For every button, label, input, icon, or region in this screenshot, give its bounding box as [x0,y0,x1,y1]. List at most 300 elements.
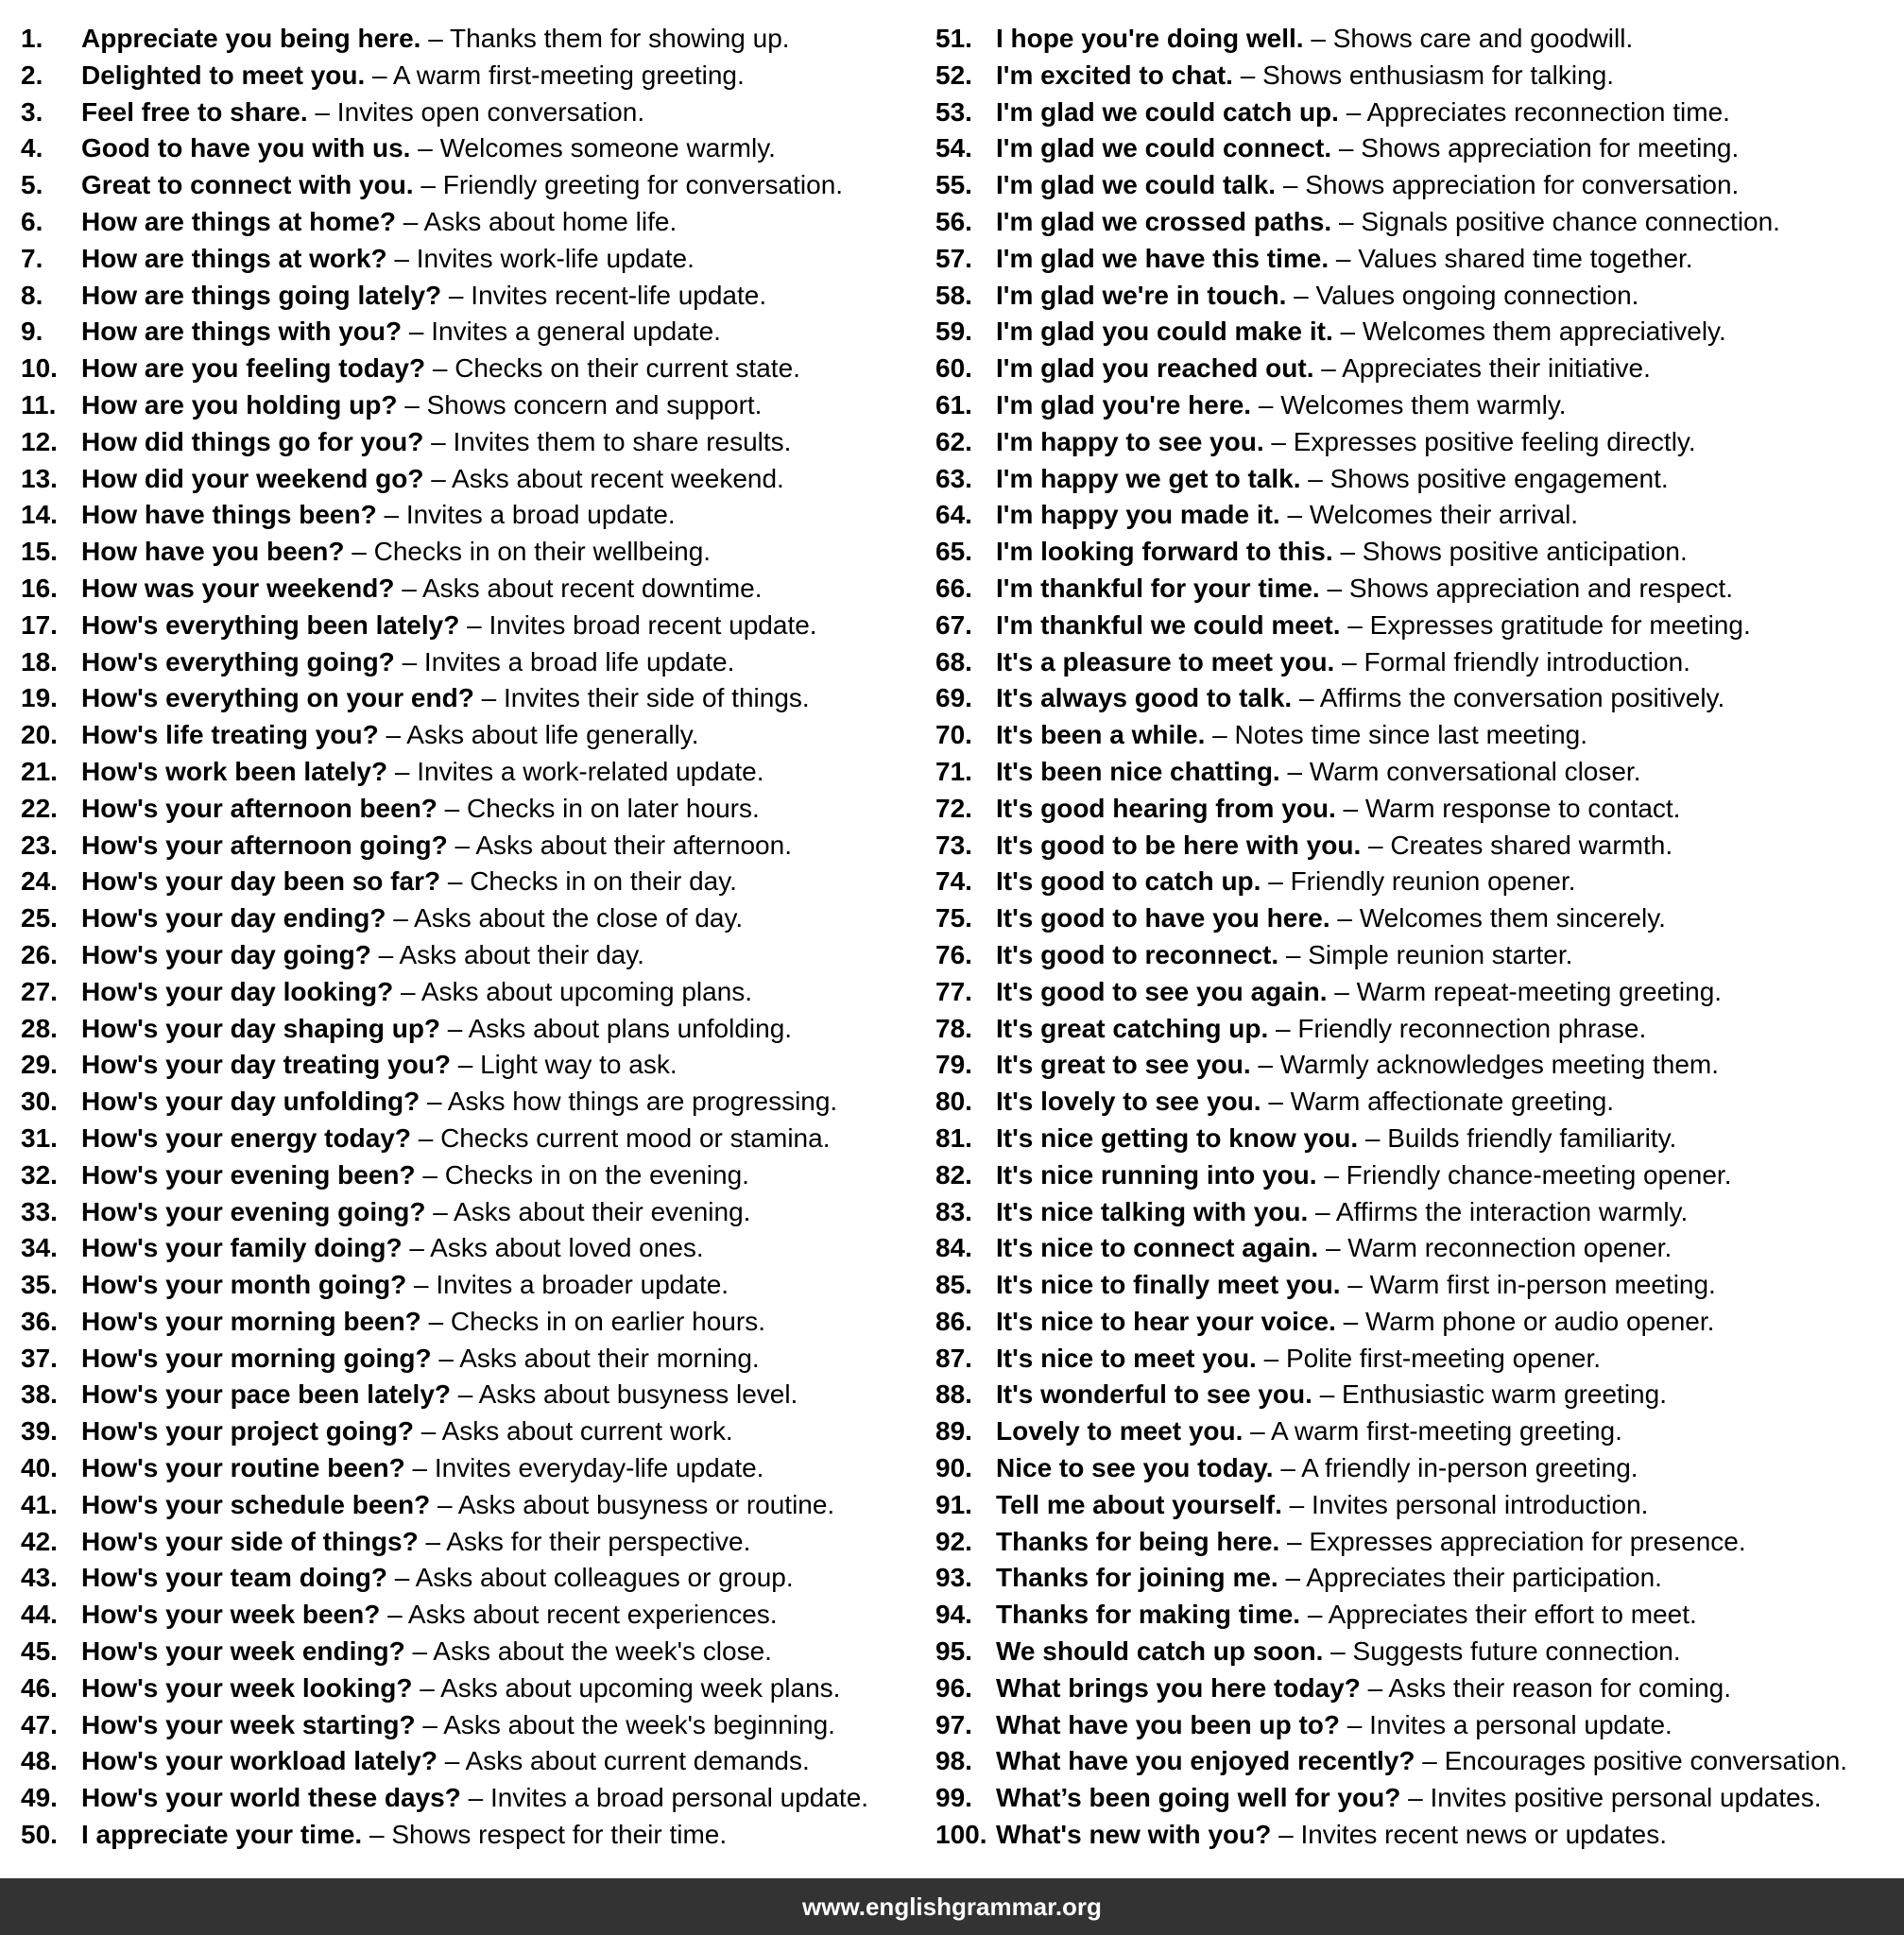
item-text [81,1267,729,1304]
item-description: – Invites broad recent update. [459,609,817,640]
item-phrase: How have you been? [81,537,345,567]
item-description: – Formal friendly introduction. [1334,646,1690,676]
list-item [935,1377,1899,1413]
item-number: 58. [935,280,972,310]
item-description: – Checks in on their day. [440,866,737,897]
item-text [81,130,776,167]
item-number: 93. [935,1563,972,1593]
item-description: – Shows concern and support. [397,389,763,420]
item-number: 44. [21,1600,58,1630]
item-text [996,644,1690,681]
item-text [81,828,792,865]
item-phrase: How's your evening going? [81,1196,426,1226]
item-number: 33. [21,1196,58,1226]
item-description: – Asks about busyness or routine. [430,1489,835,1519]
item-text [81,1634,772,1670]
item-description: – Asks about current demands. [437,1746,810,1776]
item-description: – A warm first-meeting greeting. [1243,1416,1622,1447]
item-number: 24. [21,866,58,897]
list-item [21,1487,935,1524]
list-item [935,680,1899,717]
item-number: 73. [935,830,972,860]
phrase-column-left [21,21,935,1854]
item-text [996,1011,1646,1048]
list-item [21,351,935,387]
item-text [81,21,790,58]
item-phrase: It's good to catch up. [996,866,1261,897]
item-text [81,1560,794,1597]
item-number: 43. [21,1563,58,1593]
list-item [935,864,1899,900]
item-description: – Encourages positive conversation. [1415,1746,1848,1776]
item-description: – Suggests future connection. [1323,1636,1681,1667]
item-phrase: It's lovely to see you. [996,1087,1261,1117]
item-number: 79. [935,1050,972,1080]
item-number: 18. [21,646,58,676]
item-number: 72. [935,793,972,823]
item-number: 91. [935,1489,972,1519]
item-text [996,1597,1697,1634]
item-phrase: Good to have you with us. [81,133,411,163]
item-phrase: What brings you here today? [996,1672,1361,1703]
item-phrase: How's your day unfolding? [81,1087,420,1117]
item-description: – Asks about upcoming week plans. [412,1672,841,1703]
footer-website: www.englishgrammar.org [802,1892,1102,1921]
item-number: 6. [21,206,43,236]
item-text [996,314,1726,351]
item-number: 20. [21,720,58,750]
item-number: 28. [21,1013,58,1043]
item-phrase: I'm happy to see you. [996,426,1264,456]
item-number: 32. [21,1159,58,1190]
item-number: 8. [21,280,43,310]
list-item [21,1780,935,1817]
list-item [21,644,935,681]
item-description: – Invites them to share results. [423,426,792,456]
item-phrase: How's your schedule been? [81,1489,431,1519]
item-phrase: How's your routine been? [81,1453,405,1483]
item-number: 3. [21,96,43,127]
item-text [81,1780,868,1817]
list-item [21,130,935,167]
list-item [21,534,935,571]
list-item [21,717,935,754]
list-item [935,937,1899,974]
list-item [935,58,1899,94]
item-text [996,21,1633,58]
item-description: – Builds friendly familiarity. [1358,1122,1677,1153]
item-phrase: It's been a while. [996,720,1206,750]
item-description: – Checks current mood or stamina. [410,1122,831,1153]
item-description: – Shows appreciation for conversation. [1276,170,1740,200]
item-text [996,241,1693,278]
item-text [996,1267,1716,1304]
item-phrase: How are things with you? [81,317,403,347]
item-phrase: Tell me about yourself. [996,1489,1282,1519]
item-phrase: Thanks for joining me. [996,1563,1278,1593]
item-text [996,974,1722,1011]
item-text [81,1524,750,1561]
item-phrase: How's your week been? [81,1600,381,1630]
item-phrase: How's your project going? [81,1416,414,1447]
list-item [21,1304,935,1341]
item-description: – Warm conversational closer. [1279,756,1641,786]
list-item [21,1597,935,1634]
item-text [81,278,766,315]
list-item [935,900,1899,937]
item-text [81,1450,763,1487]
item-description: – Asks about recent experiences. [380,1600,778,1630]
item-phrase: I'm glad you're here. [996,389,1252,420]
item-phrase: It's been nice chatting. [996,756,1280,786]
item-description: – Expresses positive feeling directly. [1263,426,1696,456]
list-item [21,571,935,608]
item-description: – Shows enthusiasm for talking. [1232,60,1615,90]
item-text [81,1597,778,1634]
item-number: 88. [935,1379,972,1410]
item-description: – Creates shared warmth. [1361,830,1673,860]
list-item [21,1011,935,1048]
list-item [21,241,935,278]
item-text [81,351,800,387]
item-phrase: What have you enjoyed recently? [996,1746,1415,1776]
item-description: – Affirms the interaction warmly. [1308,1196,1689,1226]
item-description: – Shows positive anticipation. [1332,537,1688,567]
item-number: 87. [935,1343,972,1373]
item-description: – Polite first-meeting opener. [1256,1343,1602,1373]
item-description: – Appreciates reconnection time. [1338,96,1730,127]
item-description: – Invites a broad personal update. [460,1783,869,1813]
item-text [996,1817,1667,1854]
item-number: 21. [21,756,58,786]
item-text [996,1304,1714,1341]
item-phrase: How's your pace been lately? [81,1379,452,1410]
list-item [935,608,1899,644]
item-description: – Asks about the close of day. [386,903,744,933]
list-item [935,424,1899,461]
list-item [935,1341,1899,1378]
list-item [935,314,1899,351]
list-item [935,241,1899,278]
item-number: 89. [935,1416,972,1447]
item-phrase: How's your day been so far? [81,866,441,897]
item-number: 68. [935,646,972,676]
item-phrase: How did your weekend go? [81,463,424,493]
item-phrase: Lovely to meet you. [996,1416,1244,1447]
list-item [21,937,935,974]
item-description: – Asks about the week's beginning. [415,1709,835,1739]
item-phrase: How are things at home? [81,206,396,236]
item-description: – Asks about the week's close. [404,1636,772,1667]
item-number: 50. [21,1820,58,1850]
item-number: 4. [21,133,43,163]
item-phrase: I hope you're doing well. [996,24,1304,53]
item-phrase: It's great catching up. [996,1013,1269,1043]
list-item [21,974,935,1011]
item-number: 98. [935,1746,972,1776]
item-description: – Expresses appreciation for presence. [1279,1526,1746,1556]
item-number: 23. [21,830,58,860]
item-description: – Asks about their morning. [431,1343,760,1373]
item-text [81,204,677,241]
list-item [21,58,935,94]
item-text [996,387,1567,424]
item-number: 5. [21,170,43,200]
item-phrase: I appreciate your time. [81,1820,363,1850]
item-description: – Shows respect for their time. [362,1820,728,1850]
list-item [21,387,935,424]
item-number: 74. [935,866,972,897]
phrase-column-right [935,21,1899,1854]
item-description: – Asks how things are progressing. [420,1087,838,1117]
item-text [996,351,1651,387]
list-item [21,1194,935,1231]
item-text [996,1413,1622,1450]
item-description: – Appreciates their effort to meet. [1300,1600,1697,1630]
item-number: 30. [21,1087,58,1117]
item-text [996,1047,1719,1084]
item-description: – Invites open conversation. [307,96,645,127]
item-description: – Invites personal introduction. [1281,1489,1649,1519]
list-item [935,1524,1899,1561]
item-phrase: Thanks for being here. [996,1526,1280,1556]
item-description: – Asks about colleagues or group. [387,1563,794,1593]
item-phrase: How's your side of things? [81,1526,419,1556]
item-phrase: How's your week ending? [81,1636,405,1667]
item-number: 2. [21,60,43,90]
item-text [81,314,721,351]
item-phrase: How's your day shaping up? [81,1013,441,1043]
list-item [21,1560,935,1597]
item-phrase: Great to connect with you. [81,170,414,200]
item-text [81,241,695,278]
item-phrase: How's your afternoon going? [81,830,448,860]
item-number: 14. [21,500,58,530]
item-number: 80. [935,1087,972,1117]
list-item [935,21,1899,58]
list-item [935,94,1899,131]
item-description: – Asks about recent weekend. [423,463,784,493]
item-description: – Warmly acknowledges meeting them. [1250,1050,1720,1080]
list-item [935,1817,1899,1854]
item-text [996,204,1780,241]
item-text [81,1194,750,1231]
item-text [996,937,1572,974]
item-description: – Friendly chance-meeting opener. [1316,1159,1732,1190]
item-text [81,864,737,900]
list-item [935,1780,1899,1817]
item-phrase: It's nice getting to know you. [996,1122,1359,1153]
item-text [996,1377,1667,1413]
item-phrase: How's your day looking? [81,976,394,1006]
item-number: 19. [21,683,58,713]
list-item [21,680,935,717]
item-description: – Welcomes them sincerely. [1329,903,1666,933]
item-phrase: It's nice to hear your voice. [996,1306,1336,1336]
item-number: 86. [935,1306,972,1336]
item-phrase: How have things been? [81,500,377,530]
item-number: 1. [21,24,43,53]
list-item [935,1230,1899,1267]
item-text [81,680,810,717]
item-text [996,167,1739,204]
item-phrase: We should catch up soon. [996,1636,1324,1667]
list-item [21,828,935,865]
item-number: 16. [21,573,58,603]
item-number: 37. [21,1343,58,1373]
item-phrase: How's your day going? [81,939,371,969]
item-text [81,1121,830,1157]
list-item [21,754,935,791]
item-number: 52. [935,60,972,90]
item-description: – Checks in on the evening. [415,1159,749,1190]
item-description: – Warm phone or audio opener. [1335,1306,1715,1336]
item-description: – Expresses gratitude for meeting. [1340,609,1751,640]
item-description: – Signals positive chance connection. [1331,206,1780,236]
item-text [996,1121,1676,1157]
item-phrase: It's nice to connect again. [996,1233,1319,1263]
item-text [81,461,784,498]
item-text [81,1377,798,1413]
list-item [21,608,935,644]
item-text [996,1780,1821,1817]
item-phrase: It's great to see you. [996,1050,1251,1080]
item-description: – Light way to ask. [450,1050,678,1080]
item-text [996,461,1669,498]
item-text [81,424,791,461]
item-text [81,94,644,131]
item-number: 51. [935,24,972,53]
item-phrase: I'm glad you could make it. [996,317,1333,347]
list-item [935,167,1899,204]
item-text [996,1743,1847,1780]
item-number: 25. [21,903,58,933]
item-phrase: It's good to have you here. [996,903,1330,933]
item-number: 54. [935,133,972,163]
item-description: – Welcomes someone warmly. [410,133,776,163]
item-description: – Asks for their perspective. [418,1526,751,1556]
list-item [935,1121,1899,1157]
item-description: – Asks about upcoming plans. [393,976,753,1006]
list-item [935,1597,1899,1634]
item-phrase: I'm glad you reached out. [996,353,1314,384]
item-number: 39. [21,1416,58,1447]
item-description: – Thanks them for showing up. [420,24,790,53]
item-number: 92. [935,1526,972,1556]
item-phrase: How's your energy today? [81,1122,411,1153]
item-description: – Shows care and goodwill. [1303,24,1634,53]
list-item [935,1084,1899,1121]
item-number: 78. [935,1013,972,1043]
list-item [935,571,1899,608]
item-number: 69. [935,683,972,713]
item-description: – Asks about their afternoon. [447,830,792,860]
item-phrase: How's your day ending? [81,903,386,933]
item-number: 38. [21,1379,58,1410]
item-description: – Invites a broad update. [376,500,676,530]
item-description: – Asks about their evening. [425,1196,751,1226]
list-item [935,974,1899,1011]
item-number: 55. [935,170,972,200]
item-text [996,900,1666,937]
item-text [81,1230,704,1267]
list-item [21,791,935,828]
item-phrase: What have you been up to? [996,1709,1341,1739]
list-item [935,204,1899,241]
list-item [935,1670,1899,1707]
list-item [21,94,935,131]
item-number: 36. [21,1306,58,1336]
item-number: 81. [935,1122,972,1153]
item-text [996,1450,1638,1487]
item-number: 13. [21,463,58,493]
item-number: 48. [21,1746,58,1776]
item-number: 53. [935,96,972,127]
list-item [21,1524,935,1561]
item-description: – Invites a broad life update. [394,646,735,676]
item-number: 70. [935,720,972,750]
item-number: 99. [935,1783,972,1813]
item-number: 34. [21,1233,58,1263]
item-text [81,497,676,534]
list-item [21,1341,935,1378]
item-phrase: How's your family doing? [81,1233,403,1263]
item-description: – Invites everyday-life update. [404,1453,764,1483]
item-description: – Values shared time together. [1329,243,1693,273]
item-phrase: How's your afternoon been? [81,793,437,823]
item-number: 90. [935,1453,972,1483]
item-phrase: How are you holding up? [81,389,398,420]
list-item [935,1011,1899,1048]
item-number: 63. [935,463,972,493]
list-item [21,1267,935,1304]
item-description: – Affirms the conversation positively. [1292,683,1725,713]
item-description: – Asks about loved ones. [402,1233,704,1263]
item-phrase: How's everything going? [81,646,395,676]
item-text [81,1743,810,1780]
item-text [81,900,743,937]
list-item [21,1817,935,1854]
item-number: 9. [21,317,43,347]
item-description: – Welcomes them appreciatively. [1332,317,1726,347]
item-number: 65. [935,537,972,567]
item-text [81,1707,835,1744]
item-description: – Warm repeat-meeting greeting. [1327,976,1723,1006]
item-number: 82. [935,1159,972,1190]
list-item [935,351,1899,387]
item-text [996,1524,1746,1561]
list-item [935,791,1899,828]
item-description: – Invites positive personal updates. [1400,1783,1822,1813]
item-description: – Checks in on later hours. [437,793,760,823]
list-item [935,1560,1899,1597]
list-item [935,1634,1899,1670]
item-number: 11. [21,389,57,420]
item-number: 26. [21,939,58,969]
item-description: – A warm first-meeting greeting. [365,60,745,90]
list-item [21,461,935,498]
item-text [996,1230,1672,1267]
item-number: 57. [935,243,972,273]
item-number: 10. [21,353,58,384]
item-text [81,1084,837,1121]
item-description: – Warm reconnection opener. [1318,1233,1672,1263]
list-item [21,21,935,58]
item-number: 84. [935,1233,972,1263]
item-text [996,497,1578,534]
list-item [21,1413,935,1450]
list-item [935,1487,1899,1524]
